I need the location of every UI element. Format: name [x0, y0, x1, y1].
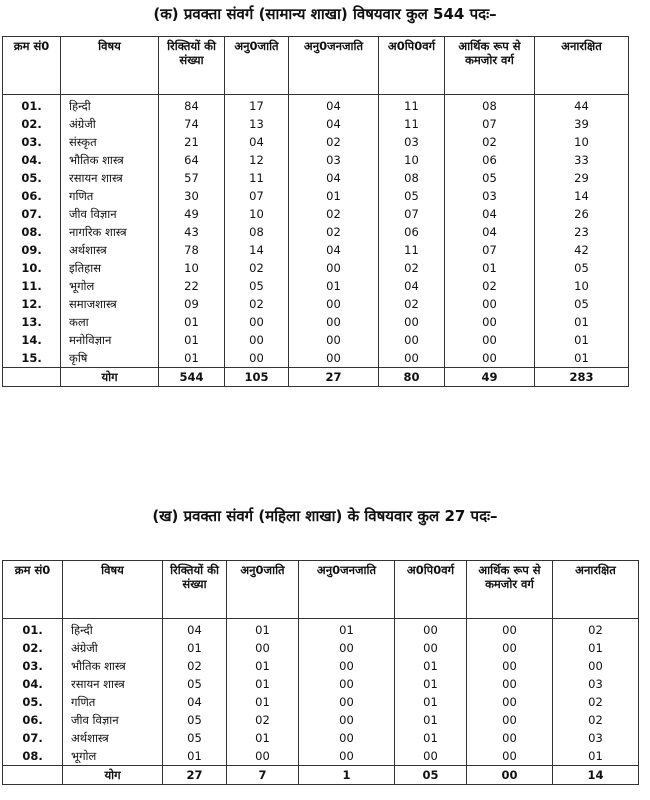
- cell-unreserved: 01: [553, 639, 639, 657]
- cell-unreserved: 00: [553, 657, 639, 675]
- cell-obc: 01: [395, 711, 467, 729]
- cell-vacancies: 04: [163, 693, 227, 711]
- cell-st: 00: [299, 639, 395, 657]
- total-sc: 7: [227, 766, 299, 785]
- cell-ews: 00: [445, 313, 535, 331]
- cell-serial: 11.: [3, 277, 61, 295]
- cell-st: 02: [289, 223, 379, 241]
- cell-st: 00: [299, 729, 395, 747]
- cell-obc: 10: [379, 151, 445, 169]
- cell-ews: 03: [445, 187, 535, 205]
- cell-ews: 00: [445, 349, 535, 368]
- cell-subject: कला: [61, 313, 159, 331]
- cell-sc: 00: [225, 349, 289, 368]
- cell-vacancies: 02: [163, 657, 227, 675]
- table-row: [3, 151, 629, 169]
- cell-sc: 01: [227, 657, 299, 675]
- table-row: [3, 639, 639, 657]
- cell-obc: 02: [379, 295, 445, 313]
- cell-ews: 02: [445, 277, 535, 295]
- cell-ews: 00: [467, 675, 553, 693]
- cell-ews: 00: [467, 693, 553, 711]
- cell-subject: भूगोल: [63, 747, 163, 766]
- cell-vacancies: 78: [159, 241, 225, 259]
- cell-serial: 07.: [3, 205, 61, 223]
- cell-st: 01: [289, 277, 379, 295]
- cell-subject: इतिहास: [61, 259, 159, 277]
- cell-sc: 02: [225, 259, 289, 277]
- cell-obc: 01: [395, 675, 467, 693]
- section2-table: [2, 560, 639, 785]
- cell-subject: समाजशास्त्र: [61, 295, 159, 313]
- header-sc: अनु0जाति: [225, 37, 289, 95]
- cell-obc: 11: [379, 95, 445, 116]
- cell-sc: 05: [225, 277, 289, 295]
- cell-unreserved: 05: [535, 295, 629, 313]
- cell-vacancies: 01: [159, 349, 225, 368]
- cell-serial: 06.: [3, 711, 63, 729]
- header-ews: आर्थिक रूप से कमजोर वर्ग: [445, 37, 535, 95]
- table-row: [3, 205, 629, 223]
- table-row: [3, 115, 629, 133]
- table-row: [3, 313, 629, 331]
- table-row: [3, 349, 629, 368]
- cell-sc: 02: [227, 711, 299, 729]
- cell-sc: 00: [225, 313, 289, 331]
- total-row: [3, 368, 629, 387]
- cell-obc: 00: [395, 619, 467, 640]
- header-st: अनु0जनजाति: [299, 561, 395, 619]
- cell-unreserved: 01: [535, 331, 629, 349]
- cell-ews: 07: [445, 241, 535, 259]
- cell-ews: 00: [467, 711, 553, 729]
- header-vacancies: रिक्तियों की संख्या: [159, 37, 225, 95]
- cell-serial: 06.: [3, 187, 61, 205]
- header-obc: अ0पि0वर्ग: [379, 37, 445, 95]
- cell-unreserved: 10: [535, 133, 629, 151]
- header-ews: आर्थिक रूप से कमजोर वर्ग: [467, 561, 553, 619]
- cell-unreserved: 42: [535, 241, 629, 259]
- cell-st: 00: [299, 711, 395, 729]
- cell-ews: 01: [445, 259, 535, 277]
- cell-subject: गणित: [63, 693, 163, 711]
- table-row: [3, 295, 629, 313]
- cell-vacancies: 05: [163, 711, 227, 729]
- cell-sc: 00: [227, 747, 299, 766]
- cell-serial: 05.: [3, 693, 63, 711]
- cell-subject: अर्थशास्त्र: [63, 729, 163, 747]
- table-row: [3, 187, 629, 205]
- cell-obc: 11: [379, 241, 445, 259]
- cell-st: 03: [289, 151, 379, 169]
- cell-st: 00: [289, 331, 379, 349]
- cell-subject: कृषि: [61, 349, 159, 368]
- cell-subject: मनोविज्ञान: [61, 331, 159, 349]
- cell-vacancies: 01: [163, 639, 227, 657]
- cell-serial: 01.: [3, 95, 61, 116]
- cell-subject: हिन्दी: [63, 619, 163, 640]
- cell-sc: 10: [225, 205, 289, 223]
- cell-st: 01: [289, 187, 379, 205]
- header-obc: अ0पि0वर्ग: [395, 561, 467, 619]
- cell-sc: 11: [225, 169, 289, 187]
- cell-obc: 00: [379, 313, 445, 331]
- cell-vacancies: 04: [163, 619, 227, 640]
- cell-st: 04: [289, 115, 379, 133]
- cell-ews: 04: [445, 205, 535, 223]
- cell-obc: 00: [379, 349, 445, 368]
- cell-subject: गणित: [61, 187, 159, 205]
- table-row: [3, 241, 629, 259]
- cell-obc: 01: [395, 729, 467, 747]
- cell-ews: 05: [445, 169, 535, 187]
- cell-vacancies: 01: [159, 331, 225, 349]
- cell-vacancies: 05: [163, 729, 227, 747]
- cell-subject: संस्कृत: [61, 133, 159, 151]
- cell-obc: 02: [379, 259, 445, 277]
- cell-unreserved: 10: [535, 277, 629, 295]
- cell-ews: 00: [445, 331, 535, 349]
- cell-st: 04: [289, 169, 379, 187]
- total-row: [3, 766, 639, 785]
- cell-subject: नागरिक शास्त्र: [61, 223, 159, 241]
- header-serial: क्रम सं0: [3, 37, 61, 95]
- table-row: [3, 675, 639, 693]
- cell-st: 00: [289, 259, 379, 277]
- total-ews: 00: [467, 766, 553, 785]
- header-unreserved: अनारक्षित: [553, 561, 639, 619]
- cell-ews: 02: [445, 133, 535, 151]
- cell-unreserved: 23: [535, 223, 629, 241]
- cell-obc: 00: [395, 747, 467, 766]
- cell-sc: 13: [225, 115, 289, 133]
- cell-sc: 00: [227, 639, 299, 657]
- table-row: [3, 169, 629, 187]
- table-row: [3, 747, 639, 766]
- cell-st: 02: [289, 205, 379, 223]
- cell-subject: अंग्रेजी: [61, 115, 159, 133]
- header-serial: क्रम सं0: [3, 561, 63, 619]
- cell-unreserved: 01: [553, 747, 639, 766]
- cell-obc: 07: [379, 205, 445, 223]
- cell-serial: 02.: [3, 115, 61, 133]
- cell-unreserved: 01: [535, 349, 629, 368]
- total-ews: 49: [445, 368, 535, 387]
- total-obc: 80: [379, 368, 445, 387]
- cell-vacancies: 22: [159, 277, 225, 295]
- total-obc: 05: [395, 766, 467, 785]
- cell-subject: भूगोल: [61, 277, 159, 295]
- total-st: 27: [289, 368, 379, 387]
- cell-serial: 03.: [3, 133, 61, 151]
- cell-unreserved: 26: [535, 205, 629, 223]
- cell-obc: 03: [379, 133, 445, 151]
- cell-ews: 00: [445, 295, 535, 313]
- cell-vacancies: 64: [159, 151, 225, 169]
- cell-sc: 12: [225, 151, 289, 169]
- cell-vacancies: 21: [159, 133, 225, 151]
- cell-st: 00: [289, 295, 379, 313]
- cell-st: 02: [289, 133, 379, 151]
- cell-st: 04: [289, 95, 379, 116]
- cell-sc: 04: [225, 133, 289, 151]
- cell-serial: 04.: [3, 675, 63, 693]
- total-vacancies: 27: [163, 766, 227, 785]
- cell-ews: 00: [467, 657, 553, 675]
- cell-unreserved: 02: [553, 619, 639, 640]
- cell-unreserved: 33: [535, 151, 629, 169]
- table-row: [3, 711, 639, 729]
- header-st: अनु0जनजाति: [289, 37, 379, 95]
- total-serial: [3, 766, 63, 785]
- cell-st: 00: [299, 693, 395, 711]
- cell-unreserved: 03: [553, 729, 639, 747]
- section1-table: [2, 36, 629, 387]
- cell-serial: 04.: [3, 151, 61, 169]
- cell-serial: 07.: [3, 729, 63, 747]
- header-subject: विषय: [63, 561, 163, 619]
- cell-obc: 11: [379, 115, 445, 133]
- header-vacancies: रिक्तियों की संख्या: [163, 561, 227, 619]
- cell-serial: 13.: [3, 313, 61, 331]
- total-unreserved: 283: [535, 368, 629, 387]
- section2-heading: (ख) प्रवक्ता संवर्ग (महिला शाखा) के विषयवार कुल 27 पदः–: [152, 507, 498, 525]
- cell-subject: अर्थशास्त्र: [61, 241, 159, 259]
- cell-serial: 12.: [3, 295, 61, 313]
- cell-sc: 08: [225, 223, 289, 241]
- table-row: [3, 95, 629, 116]
- cell-vacancies: 84: [159, 95, 225, 116]
- cell-vacancies: 01: [159, 313, 225, 331]
- cell-sc: 01: [227, 675, 299, 693]
- cell-sc: 01: [227, 729, 299, 747]
- cell-subject: हिन्दी: [61, 95, 159, 116]
- cell-st: 04: [289, 241, 379, 259]
- cell-sc: 17: [225, 95, 289, 116]
- cell-obc: 04: [379, 277, 445, 295]
- cell-obc: 08: [379, 169, 445, 187]
- header-unreserved: अनारक्षित: [535, 37, 629, 95]
- section1-heading: (क) प्रवक्ता संवर्ग (सामान्य शाखा) विषयवार कुल 544 पदः–: [153, 5, 497, 23]
- cell-ews: 00: [467, 729, 553, 747]
- cell-ews: 08: [445, 95, 535, 116]
- total-vacancies: 544: [159, 368, 225, 387]
- header-sc: अनु0जाति: [227, 561, 299, 619]
- cell-vacancies: 49: [159, 205, 225, 223]
- cell-obc: 00: [395, 639, 467, 657]
- cell-ews: 04: [445, 223, 535, 241]
- cell-subject: जीव विज्ञान: [61, 205, 159, 223]
- table-row: [3, 619, 639, 640]
- cell-unreserved: 29: [535, 169, 629, 187]
- cell-serial: 09.: [3, 241, 61, 259]
- cell-serial: 14.: [3, 331, 61, 349]
- total-sc: 105: [225, 368, 289, 387]
- cell-serial: 08.: [3, 223, 61, 241]
- cell-st: 00: [299, 747, 395, 766]
- cell-serial: 10.: [3, 259, 61, 277]
- cell-subject: जीव विज्ञान: [63, 711, 163, 729]
- cell-serial: 15.: [3, 349, 61, 368]
- cell-obc: 00: [379, 331, 445, 349]
- cell-vacancies: 10: [159, 259, 225, 277]
- cell-subject: भौतिक शास्त्र: [61, 151, 159, 169]
- cell-sc: 00: [225, 331, 289, 349]
- cell-ews: 00: [467, 747, 553, 766]
- cell-unreserved: 05: [535, 259, 629, 277]
- cell-subject: रसायन शास्त्र: [61, 169, 159, 187]
- cell-serial: 03.: [3, 657, 63, 675]
- cell-serial: 01.: [3, 619, 63, 640]
- cell-sc: 01: [227, 693, 299, 711]
- cell-subject: रसायन शास्त्र: [63, 675, 163, 693]
- cell-sc: 02: [225, 295, 289, 313]
- cell-subject: भौतिक शास्त्र: [63, 657, 163, 675]
- table-row: [3, 693, 639, 711]
- cell-ews: 00: [467, 619, 553, 640]
- total-unreserved: 14: [553, 766, 639, 785]
- table-row: [3, 259, 629, 277]
- cell-unreserved: 02: [553, 711, 639, 729]
- cell-obc: 06: [379, 223, 445, 241]
- cell-unreserved: 39: [535, 115, 629, 133]
- cell-unreserved: 44: [535, 95, 629, 116]
- table-row: [3, 657, 639, 675]
- table-row: [3, 729, 639, 747]
- cell-sc: 07: [225, 187, 289, 205]
- table-row: [3, 223, 629, 241]
- section2-body: [3, 619, 639, 785]
- table-row: [3, 331, 629, 349]
- cell-st: 00: [289, 349, 379, 368]
- cell-st: 00: [299, 675, 395, 693]
- cell-unreserved: 03: [553, 675, 639, 693]
- cell-unreserved: 01: [535, 313, 629, 331]
- cell-sc: 01: [227, 619, 299, 640]
- cell-obc: 01: [395, 693, 467, 711]
- cell-unreserved: 02: [553, 693, 639, 711]
- cell-unreserved: 14: [535, 187, 629, 205]
- cell-st: 00: [299, 657, 395, 675]
- cell-serial: 05.: [3, 169, 61, 187]
- header-subject: विषय: [61, 37, 159, 95]
- total-serial: [3, 368, 61, 387]
- cell-serial: 02.: [3, 639, 63, 657]
- cell-vacancies: 01: [163, 747, 227, 766]
- cell-ews: 07: [445, 115, 535, 133]
- cell-obc: 05: [379, 187, 445, 205]
- table-row: [3, 277, 629, 295]
- total-st: 1: [299, 766, 395, 785]
- cell-vacancies: 43: [159, 223, 225, 241]
- table-row: [3, 133, 629, 151]
- cell-subject: अंग्रेजी: [63, 639, 163, 657]
- section1-header-row: [3, 37, 629, 95]
- cell-obc: 01: [395, 657, 467, 675]
- total-subject: योग: [61, 368, 159, 387]
- cell-vacancies: 57: [159, 169, 225, 187]
- section2-header-row: [3, 561, 639, 619]
- cell-ews: 06: [445, 151, 535, 169]
- cell-ews: 00: [467, 639, 553, 657]
- cell-st: 01: [299, 619, 395, 640]
- cell-vacancies: 30: [159, 187, 225, 205]
- cell-serial: 08.: [3, 747, 63, 766]
- cell-vacancies: 09: [159, 295, 225, 313]
- cell-vacancies: 74: [159, 115, 225, 133]
- cell-st: 00: [289, 313, 379, 331]
- total-subject: योग: [63, 766, 163, 785]
- cell-vacancies: 05: [163, 675, 227, 693]
- section1-body: [3, 95, 629, 387]
- cell-sc: 14: [225, 241, 289, 259]
